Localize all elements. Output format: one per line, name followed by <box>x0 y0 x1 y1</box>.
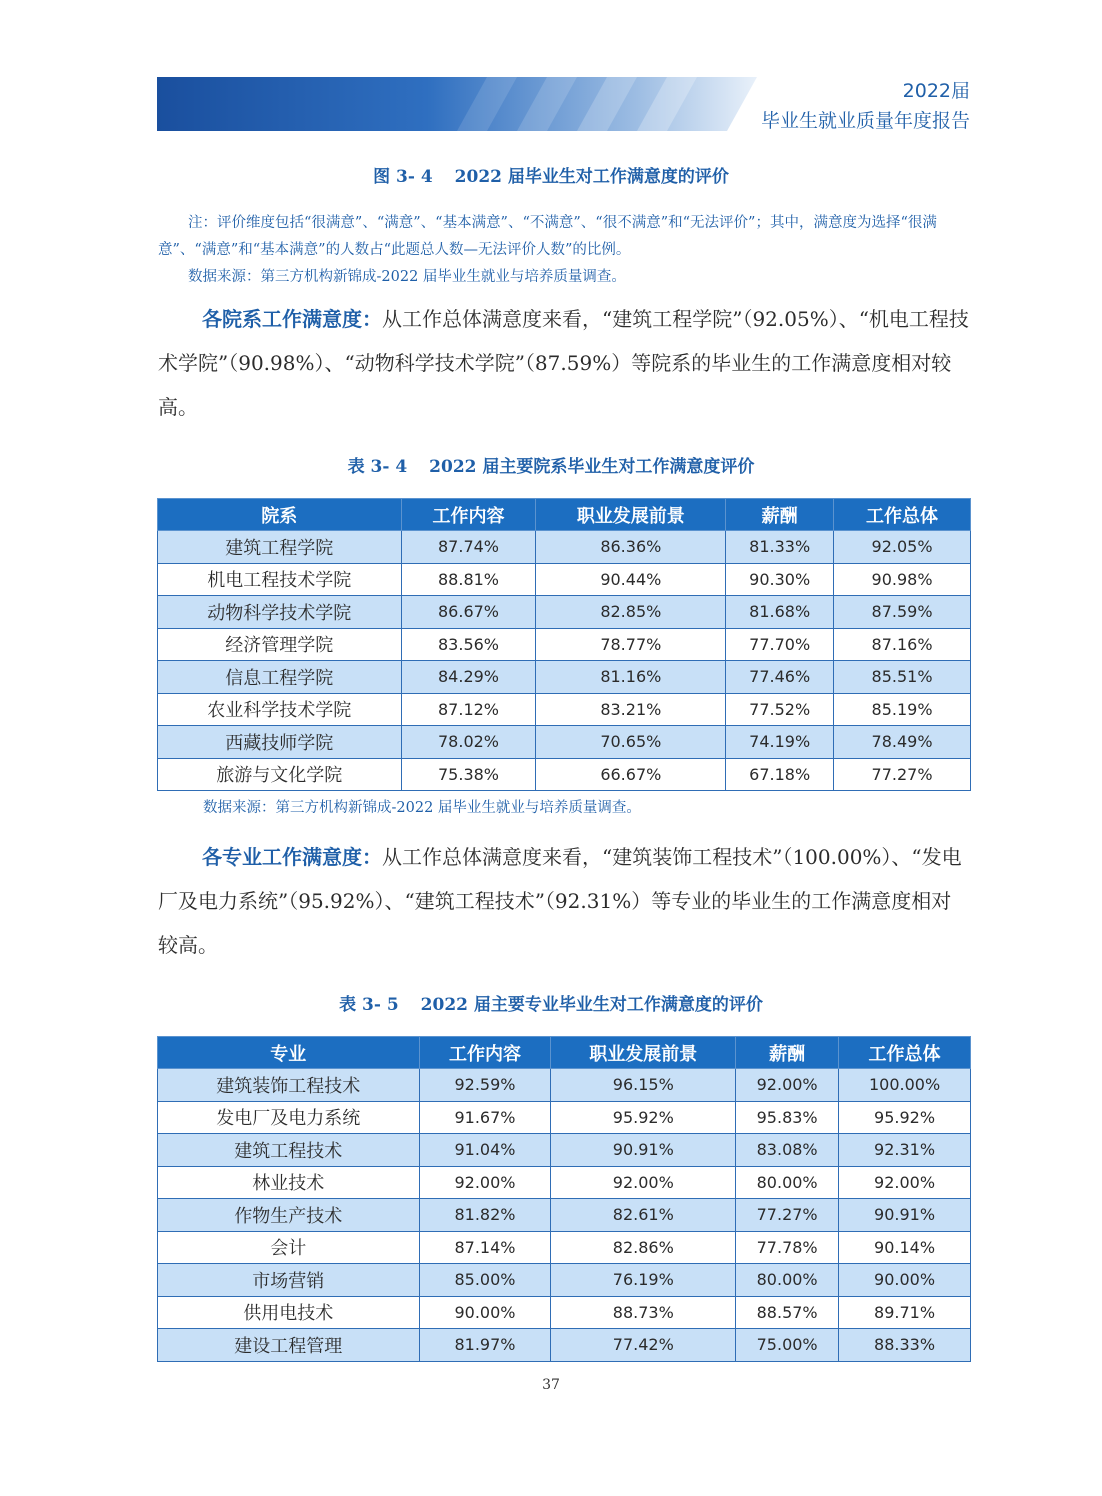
paragraph-text: 从工作总体满意度来看，“建筑装饰工程技术”（100.00%）、“发电厂及电力系统”（95.92%）、“建筑工程技术”（92.31%）等专业的毕业生的工作满意度相对较高。 <box>158 845 962 957</box>
value-cell: 85.51% <box>834 661 971 694</box>
value-cell: 90.00% <box>839 1264 971 1297</box>
value-cell: 87.16% <box>834 628 971 661</box>
table1-source: 数据来源：第三方机构新锦成-2022 届毕业生就业与培养质量调查。 <box>203 800 641 816</box>
major-cell: 供用电技术 <box>158 1296 420 1329</box>
value-cell: 96.15% <box>551 1069 736 1102</box>
table-row <box>158 1264 971 1297</box>
value-cell: 87.74% <box>401 531 536 564</box>
value-cell: 92.31% <box>839 1134 971 1167</box>
major-cell: 建设工程管理 <box>158 1329 420 1362</box>
table-row <box>158 693 971 726</box>
value-cell: 83.21% <box>536 693 726 726</box>
value-cell: 74.19% <box>726 726 834 759</box>
value-cell: 92.05% <box>834 531 971 564</box>
value-cell: 82.85% <box>536 596 726 629</box>
table-header-row <box>158 499 971 531</box>
major-cell: 发电厂及电力系统 <box>158 1101 420 1134</box>
table-row <box>158 596 971 629</box>
table-row <box>158 1101 971 1134</box>
department-satisfaction-table <box>157 498 971 791</box>
major-cell: 市场营销 <box>158 1264 420 1297</box>
value-cell: 77.42% <box>551 1329 736 1362</box>
value-cell: 95.92% <box>551 1101 736 1134</box>
value-cell: 100.00% <box>839 1069 971 1102</box>
table-row <box>158 1329 971 1362</box>
department-cell: 机电工程技术学院 <box>158 563 402 596</box>
table-row <box>158 1166 971 1199</box>
page-number: 37 <box>542 1377 560 1393</box>
note-text: 注：评价维度包括“很满意”、“满意”、“基本满意”、“不满意”、“很不满意”和“无法评价”；其中，满意度为选择“很满意”、“满意”和“基本满意”的人数占“此题总人数—无法评价人数”的比例。 <box>158 215 937 258</box>
department-cell: 农业科学技术学院 <box>158 693 402 726</box>
major-cell: 会计 <box>158 1231 420 1264</box>
value-cell: 77.78% <box>736 1231 839 1264</box>
value-cell: 81.16% <box>536 661 726 694</box>
value-cell: 77.70% <box>726 628 834 661</box>
major-satisfaction-table <box>157 1036 971 1362</box>
table-row <box>158 758 971 791</box>
value-cell: 92.00% <box>736 1069 839 1102</box>
value-cell: 90.98% <box>834 563 971 596</box>
value-cell: 85.00% <box>419 1264 551 1297</box>
value-cell: 92.00% <box>839 1166 971 1199</box>
table-row <box>158 1296 971 1329</box>
report-year: 2022届 <box>902 80 970 102</box>
value-cell: 92.59% <box>419 1069 551 1102</box>
value-cell: 87.14% <box>419 1231 551 1264</box>
table-row <box>158 1199 971 1232</box>
table2-caption <box>0 990 1102 1015</box>
header-overall: 工作总体 <box>839 1037 971 1069</box>
value-cell: 77.27% <box>834 758 971 791</box>
table-row <box>158 1231 971 1264</box>
department-cell: 信息工程学院 <box>158 661 402 694</box>
table-row <box>158 563 971 596</box>
major-satisfaction-paragraph <box>158 835 970 967</box>
value-cell: 90.00% <box>419 1296 551 1329</box>
value-cell: 83.08% <box>736 1134 839 1167</box>
value-cell: 81.97% <box>419 1329 551 1362</box>
value-cell: 87.12% <box>401 693 536 726</box>
major-cell: 作物生产技术 <box>158 1199 420 1232</box>
value-cell: 90.91% <box>551 1134 736 1167</box>
header-department: 院系 <box>158 499 402 531</box>
value-cell: 88.73% <box>551 1296 736 1329</box>
value-cell: 92.00% <box>551 1166 736 1199</box>
department-cell: 动物科学技术学院 <box>158 596 402 629</box>
value-cell: 90.44% <box>536 563 726 596</box>
paragraph-text: 从工作总体满意度来看，“建筑工程学院”（92.05%）、“机电工程技术学院”（90.98%）、“动物科学技术学院”（87.59%）等院系的毕业生的工作满意度相对较高。 <box>158 307 969 419</box>
value-cell: 86.67% <box>401 596 536 629</box>
value-cell: 88.57% <box>736 1296 839 1329</box>
table-row <box>158 661 971 694</box>
value-cell: 88.81% <box>401 563 536 596</box>
header-career-prospects: 职业发展前景 <box>536 499 726 531</box>
header-banner <box>157 77 757 131</box>
table-row <box>158 726 971 759</box>
major-cell: 建筑装饰工程技术 <box>158 1069 420 1102</box>
value-cell: 90.14% <box>839 1231 971 1264</box>
value-cell: 75.38% <box>401 758 536 791</box>
value-cell: 78.77% <box>536 628 726 661</box>
major-cell: 建筑工程技术 <box>158 1134 420 1167</box>
value-cell: 85.19% <box>834 693 971 726</box>
table-row <box>158 628 971 661</box>
header-job-content: 工作内容 <box>419 1037 551 1069</box>
table-row <box>158 1069 971 1102</box>
header-salary: 薪酬 <box>726 499 834 531</box>
value-cell: 76.19% <box>551 1264 736 1297</box>
table2-caption-title: 2022 届主要专业毕业生对工作满意度的评价 <box>420 995 763 1015</box>
value-cell: 78.49% <box>834 726 971 759</box>
value-cell: 84.29% <box>401 661 536 694</box>
paragraph-lead: 各院系工作满意度： <box>202 307 382 331</box>
value-cell: 81.33% <box>726 531 834 564</box>
major-cell: 林业技术 <box>158 1166 420 1199</box>
value-cell: 88.33% <box>839 1329 971 1362</box>
figure-note <box>158 210 970 291</box>
paragraph-lead: 各专业工作满意度： <box>202 845 382 869</box>
value-cell: 80.00% <box>736 1264 839 1297</box>
header-overall: 工作总体 <box>834 499 971 531</box>
value-cell: 83.56% <box>401 628 536 661</box>
report-title: 毕业生就业质量年度报告 <box>760 110 970 132</box>
value-cell: 82.61% <box>551 1199 736 1232</box>
table2-caption-number: 表 3- 5 <box>339 995 399 1015</box>
value-cell: 77.46% <box>726 661 834 694</box>
table1-caption <box>0 452 1102 477</box>
value-cell: 95.92% <box>839 1101 971 1134</box>
value-cell: 90.30% <box>726 563 834 596</box>
header-job-content: 工作内容 <box>401 499 536 531</box>
value-cell: 92.00% <box>419 1166 551 1199</box>
department-cell: 旅游与文化学院 <box>158 758 402 791</box>
value-cell: 80.00% <box>736 1166 839 1199</box>
header-major: 专业 <box>158 1037 420 1069</box>
value-cell: 67.18% <box>726 758 834 791</box>
value-cell: 82.86% <box>551 1231 736 1264</box>
figure-caption-title: 2022 届毕业生对工作满意度的评价 <box>454 167 729 187</box>
figure-caption <box>0 162 1102 187</box>
header-career-prospects: 职业发展前景 <box>551 1037 736 1069</box>
department-cell: 西藏技师学院 <box>158 726 402 759</box>
value-cell: 90.91% <box>839 1199 971 1232</box>
table-row <box>158 531 971 564</box>
table1-caption-number: 表 3- 4 <box>347 457 408 477</box>
value-cell: 95.83% <box>736 1101 839 1134</box>
value-cell: 66.67% <box>536 758 726 791</box>
note-source: 数据来源：第三方机构新锦成-2022 届毕业生就业与培养质量调查。 <box>188 269 626 285</box>
figure-caption-number: 图 3- 4 <box>373 167 433 187</box>
value-cell: 91.04% <box>419 1134 551 1167</box>
department-satisfaction-paragraph <box>158 297 970 429</box>
header-salary: 薪酬 <box>736 1037 839 1069</box>
value-cell: 86.36% <box>536 531 726 564</box>
value-cell: 70.65% <box>536 726 726 759</box>
value-cell: 81.68% <box>726 596 834 629</box>
value-cell: 91.67% <box>419 1101 551 1134</box>
value-cell: 89.71% <box>839 1296 971 1329</box>
value-cell: 81.82% <box>419 1199 551 1232</box>
department-cell: 经济管理学院 <box>158 628 402 661</box>
table1-caption-title: 2022 届主要院系毕业生对工作满意度评价 <box>429 457 755 477</box>
value-cell: 77.52% <box>726 693 834 726</box>
value-cell: 77.27% <box>736 1199 839 1232</box>
value-cell: 78.02% <box>401 726 536 759</box>
table-row <box>158 1134 971 1167</box>
value-cell: 87.59% <box>834 596 971 629</box>
value-cell: 75.00% <box>736 1329 839 1362</box>
table-header-row <box>158 1037 971 1069</box>
department-cell: 建筑工程学院 <box>158 531 402 564</box>
